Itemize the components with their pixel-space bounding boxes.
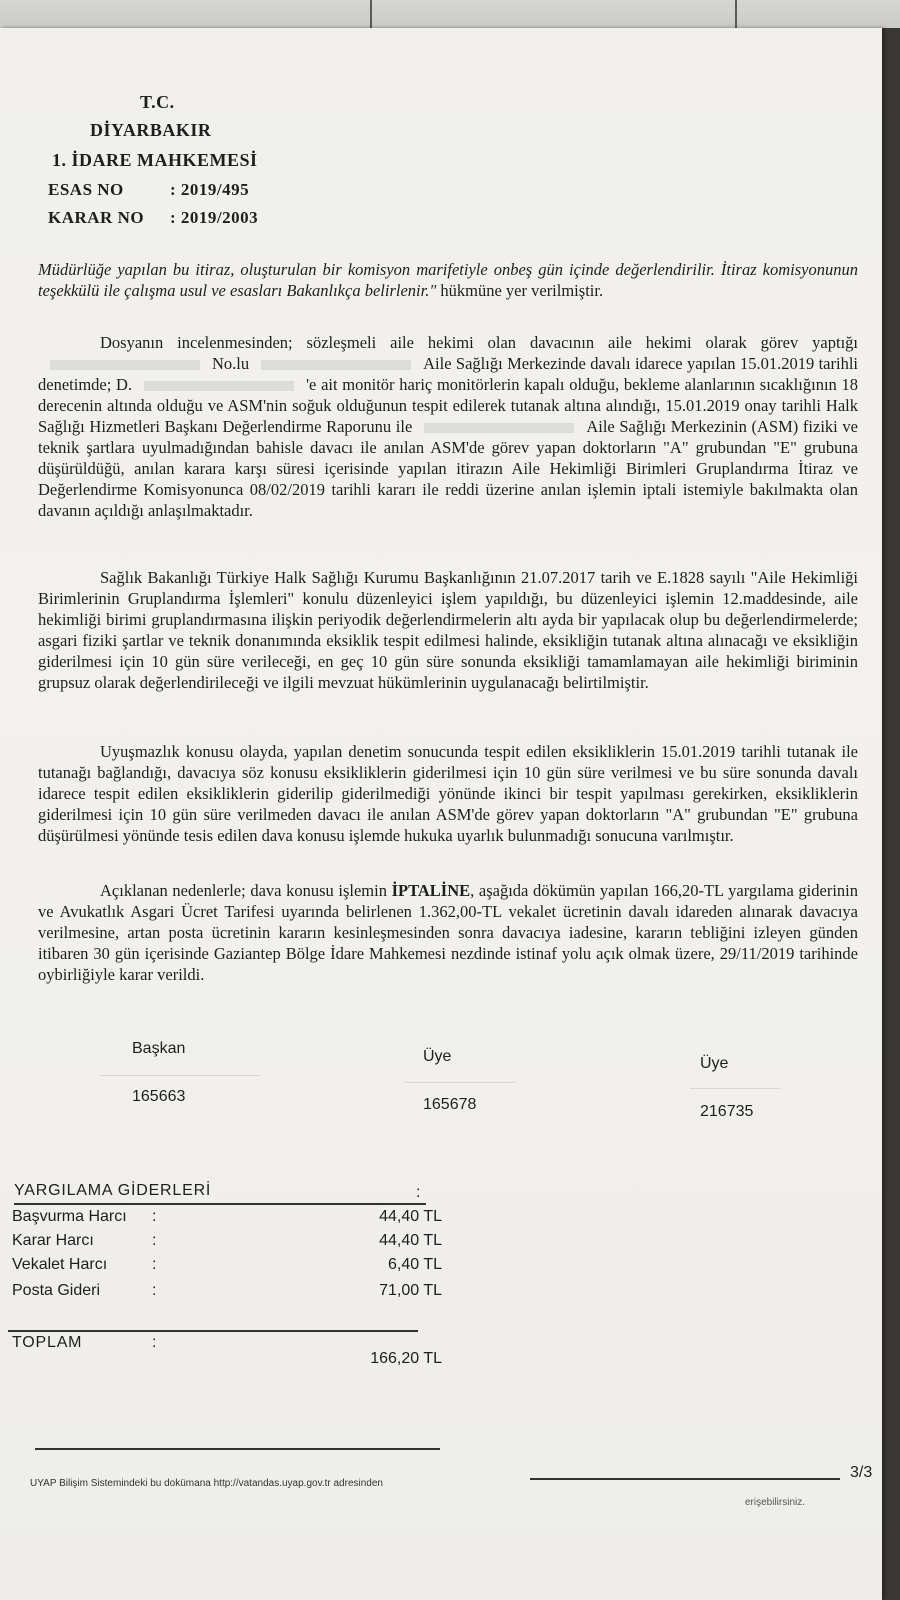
- cost-name: Posta Gideri: [12, 1282, 101, 1299]
- paragraph-2-part: No.lu: [212, 354, 250, 373]
- cost-colon: :: [152, 1256, 157, 1273]
- header-court: 1. İDARE MAHKEMESİ: [52, 150, 258, 170]
- esas-label: ESAS NO: [48, 180, 124, 199]
- costs-total-divider: [8, 1330, 418, 1332]
- redacted-area: [50, 360, 200, 370]
- footer-uyap-note: UYAP Bilişim Sistemindeki bu dokümana http://vatandas.uyap.gov.tr adresinden: [30, 1478, 383, 1489]
- cost-total-label: TOPLAM: [12, 1334, 83, 1351]
- cost-name: Başvurma Harcı: [12, 1208, 127, 1225]
- paragraph-3-text: Sağlık Bakanlığı Türkiye Halk Sağlığı Kurumu Başkanlığının 21.07.2017 tarih ve E.1828 sayılı "Aile Hekimliği Birimlerinin Gruplandırma İşlemleri" konulu düzenleyici işlem yapıldığı, bu düzenleyici işlemin 12.maddesinde, aile hekimliği birimi gruplandırmasına ilişkin periyodik değerlendirmelerin altı ayda bir yapılacak olup bu değerlendirmelerde; asgari fiziki şartlar ve teknik donanımında eksiklik tespit edilmesi halinde, eksikliğin tutanak altına alınacağı ve eksikliğin giderilmesi için 10 gün süre verileceği, en geç 10 gün süre sonunda eksikliği tamamlamayan aile hekimliği biriminin grupsuz olarak değerlendirileceği ve ilgili mevzuat hükümlerinin uygulanacağı belirtilmiştir.: [38, 568, 858, 692]
- background-line: [370, 0, 372, 30]
- redacted-area: [261, 360, 411, 370]
- costs-title-colon: :: [416, 1184, 421, 1201]
- redacted-area: [424, 423, 574, 433]
- footer-divider-left: [35, 1448, 440, 1450]
- signature-number: 165678: [423, 1096, 477, 1113]
- signature-role: Üye: [700, 1055, 729, 1072]
- signature-uye-1: [423, 1048, 476, 1114]
- paragraph-2: [38, 332, 858, 521]
- signature-number: 165663: [132, 1088, 186, 1105]
- footer-access-note: erişebilirsiniz.: [745, 1497, 806, 1508]
- redacted-area: [144, 381, 294, 391]
- paragraph-2-part: Dosyanın incelenmesinden; sözleşmeli aile hekimi olan davacının aile hekimi olarak görev yaptığı: [100, 333, 858, 352]
- paragraph-2-part: Aile Sağlığı Merkezinde davalı idarece yapılan 15.01.2019 tarihli denetimde; D.: [38, 354, 858, 394]
- header-karar-no: [48, 208, 258, 228]
- esas-value: : 2019/495: [170, 180, 250, 199]
- quoted-regulation: Müdürlüğe yapılan bu itiraz, oluşturulan bir komisyon marifetiyle onbeş gün içinde değerlendirilir. İtiraz komisyonunun teşekkülü ile çalışma usul ve esasları Bakanlıkça belirlenir.": [38, 260, 858, 300]
- header-tc: T.C.: [140, 92, 175, 112]
- verdict-iptaline: İPTALİNE: [391, 881, 471, 900]
- header-esas-no: [48, 180, 249, 200]
- signature-number: 216735: [700, 1103, 754, 1120]
- cost-amount: 44,40 TL: [379, 1232, 442, 1249]
- paragraph-5: [38, 880, 858, 985]
- karar-value: : 2019/2003: [170, 208, 259, 227]
- background-line: [735, 0, 737, 30]
- signature-baskan: [132, 1040, 185, 1106]
- cost-colon: :: [152, 1282, 157, 1299]
- cost-amount: 44,40 TL: [379, 1208, 442, 1225]
- cost-colon: :: [152, 1334, 157, 1351]
- paragraph-2-part: 'e ait monitör hariç monitörlerin kapalı olduğu, bekleme alanlarının sıcaklığının 18 derecenin altında olduğu ve ASM'nin soğuk olduğunun tespit edilerek tutanak altına alındığı, 15.01.2019 onay tarihli Halk Sağlığı Hizmetleri Başkanı Değerlendirme Raporunu ile: [38, 375, 858, 436]
- karar-label: KARAR NO: [48, 208, 145, 227]
- cost-name: Karar Harcı: [12, 1232, 94, 1249]
- cost-total-amount: 166,20 TL: [370, 1350, 442, 1367]
- paragraph-4: [38, 741, 858, 846]
- signature-scribble: [100, 1075, 260, 1076]
- cost-amount: 6,40 TL: [388, 1256, 442, 1273]
- footer-divider-right: [530, 1478, 840, 1480]
- cost-colon: :: [152, 1232, 157, 1249]
- page-number: 3/3: [850, 1464, 873, 1481]
- cost-amount: 71,00 TL: [379, 1282, 442, 1299]
- paragraph-4-text: Uyuşmazlık konusu olayda, yapılan denetim sonucunda tespit edilen eksikliklerin 15.01.2019 tarihli tutanak ile tutanağı bağlandığı, davacıya söz konusu eksikliklerin giderilmesi için 10 gün süre verilmesi ve bu süre sonunda davalı idarece tespit edilen eksikliklerin giderilip giderilmediği yönünde ikinci bir tespit yapılması gerekirken, eksikliklerin giderilmesi için 10 gün süre verilmeden davacı ile anılan ASM'de görev yapan doktorların "A" grubundan "E" grubuna düşürülmesi yönünde tesis edilen dava konusu işlemde hukuka uyarlık bulunmadığı sonucuna varılmıştır.: [38, 742, 858, 845]
- paragraph-1: [38, 259, 858, 301]
- costs-title: YARGILAMA GİDERLERİ: [14, 1182, 212, 1199]
- header-city: DİYARBAKIR: [90, 120, 212, 140]
- signature-role: Üye: [423, 1048, 452, 1065]
- cost-name: Vekalet Harcı: [12, 1256, 108, 1273]
- paragraph-5-part: , aşağıda dökümün yapılan 166,20-TL yargılama giderinin ve Avukatlık Asgari Ücret Tarifesi uyarında belirlenen 1.362,00-TL vekalet ücretinin davalı idareden alınarak davacıya verilmesine, artan posta ücretinin kararın kesinleşmesinden sonra davacıya iadesine, kararın tebliğini izleyen günden itibaren 30 gün içerisinde Gaziantep Bölge İdare Mahkemesi nezdinde istinaf yolu açık olmak üzere, 29/11/2019 tarihinde oybirliğiyle karar verildi.: [38, 881, 859, 984]
- signature-role: Başkan: [132, 1040, 186, 1057]
- paragraph-1-end: hükmüne yer verilmiştir.: [436, 281, 604, 300]
- signature-scribble: [690, 1088, 780, 1089]
- page-edge-shadow: [882, 28, 900, 1600]
- cost-colon: :: [152, 1208, 157, 1225]
- paragraph-3: [38, 567, 858, 693]
- paragraph-2-part: Aile Sağlığı Merkezinin (ASM) fiziki ve teknik şartlara uyulmadığından bahisle davacı ile anılan ASM'de görev yapan doktorların "A" grubundan "E" grubuna düşürüldüğü, anılan karara karşı süresi içerisinde yapılan itirazın Aile Hekimliği Birimleri Gruplandırma İtiraz ve Değerlendirme Komisyonunca 08/02/2019 tarihli kararı ile reddi üzerine anılan işlemin iptali istemiyle bakılmakta olan davanın açıldığı anlaşılmaktadır.: [38, 417, 858, 520]
- costs-divider: [14, 1203, 426, 1205]
- paragraph-5-part: Açıklanan nedenlerle; dava konusu işlemin: [100, 881, 392, 900]
- signature-scribble: [405, 1082, 515, 1083]
